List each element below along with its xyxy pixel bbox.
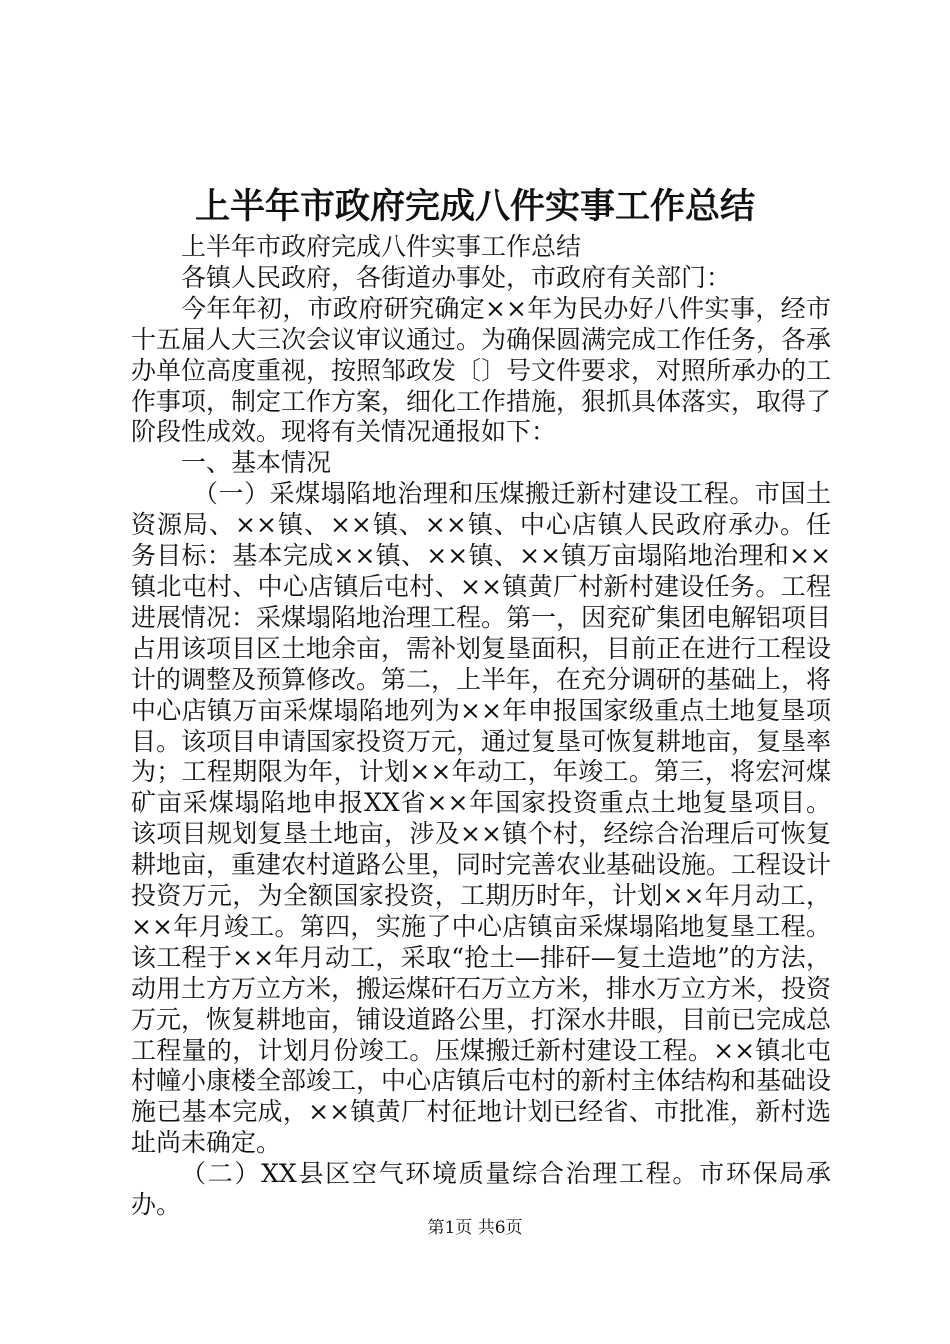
section-heading: 一、基本情况 xyxy=(181,448,332,478)
heading-repeat-paragraph: 上半年市政府完成八件实事工作总结 xyxy=(181,232,582,261)
page-footer: 第1页 共6页 xyxy=(427,1218,523,1238)
intro-paragraph: 今年年初，市政府研究确定××年为民办好八件实事，经市十五届人大三次会议审议通过。为确保圆满完成工作任务，各承办单位高度重视，按照邹政发〔〕号文件要求，对照所承办的工作事项，制定工作方案，细化工作措施，狠抓具体落实，取得了阶段性成效。现将有关情况通报如下： xyxy=(131,293,832,447)
document-title: 上半年市政府完成八件实事工作总结 xyxy=(194,186,755,227)
item-one-paragraph: （一）采煤塌陷地治理和压煤搬迁新村建设工程。市国土资源局、××镇、××镇、××镇、中心店镇人民政府承办。任务目标：基本完成××镇、××镇、××镇万亩塌陷地治理和××镇北屯村、中心店镇后屯村、××镇黄厂村新村建设任务。工程进展情况：采煤塌陷地治理工程。第一，因兖矿集团电解铝项目占用该项目区土地余亩，需补划复垦面积，目前正在进行工程设计的调整及预算修改。第二，上半年，在充分调研的基础上，将中心店镇万亩采煤塌陷地列为××年申报国家级重点土地复垦项目。该项目申请国家投资万元，通过复垦可恢复耕地亩，复垦率为；工程期限为年，计划××年动工，年竣工。第三，将宏河煤矿亩采煤塌陷地申报XX省××年国家投资重点土地复垦项目。该项目规划复垦土地亩，涉及××镇个村，经综合治理后可恢复耕地亩，重建农村道路公里，同时完善农业基础设施。工程设计投资万元，为全额国家投资，工期历时年，计划××年月动工，××年月竣工。第四，实施了中心店镇亩采煤塌陷地复垦工程。该工程于××年月动工，采取“抢土—排矸—复土造地”的方法，动用土方万立方米，搬运煤矸石万立方米，排水万立方米，投资万元，恢复耕地亩，铺设道路公里，打深水井眼，目前已完成总工程量的，计划月份竣工。压煤搬迁新村建设工程。××镇北屯村幢小康楼全部竣工，中心店镇后屯村的新村主体结构和基础设施已基本完成，××镇黄厂村征地计划已经省、市批准，新村选址尚未确定。 xyxy=(131,479,832,1158)
document-body xyxy=(131,232,831,1221)
item-two-paragraph: （二）XX县区空气环境质量综合治理工程。市环保局承办。 xyxy=(131,1159,831,1220)
salutation-paragraph: 各镇人民政府，各街道办事处，市政府有关部门： xyxy=(181,262,732,292)
